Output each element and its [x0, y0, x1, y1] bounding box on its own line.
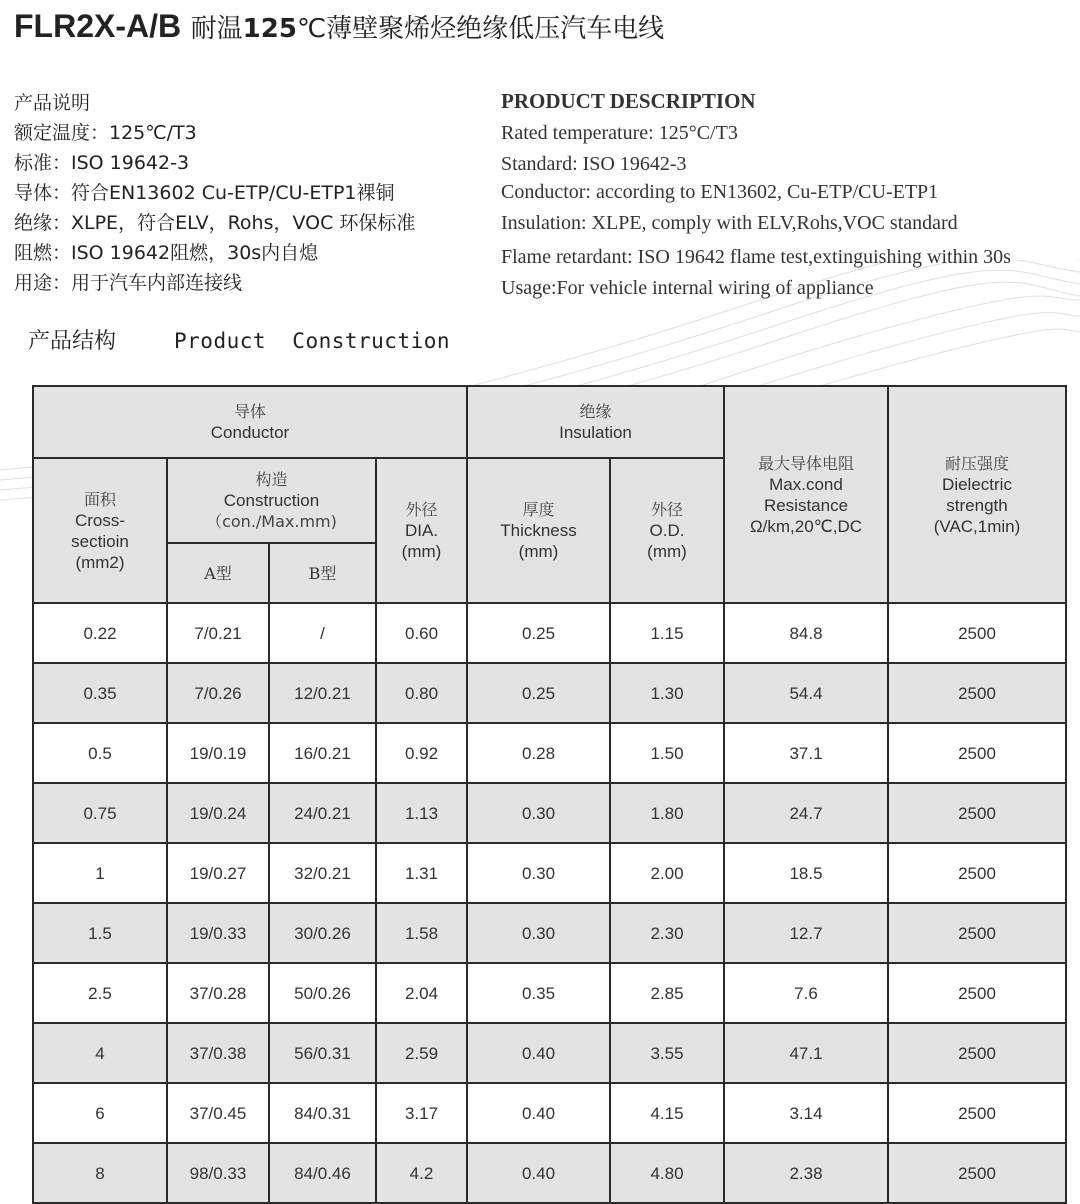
cell-dia: 0.92 [376, 723, 467, 783]
title-temp: 125 [242, 14, 297, 44]
header-conductor-en: Conductor [210, 423, 290, 442]
cell-max-resistance: 84.8 [724, 603, 888, 663]
header-cross-section [33, 458, 167, 603]
cell-dielectric-strength: 2500 [888, 843, 1066, 903]
cell-dia: 2.04 [376, 963, 467, 1023]
description-cn-usage: 用途：用于汽车内部连接线 [14, 272, 243, 294]
description-en-rated-temperature: Rated temperature: 125°C/T3 [501, 122, 738, 144]
title-suffix: ℃薄壁聚烯烃绝缘低压汽车电线 [296, 14, 665, 44]
table-row [33, 663, 1066, 723]
table-row [33, 843, 1066, 903]
title-model: FLR2X-A/B [14, 8, 182, 44]
header-area-en3: (mm2) [75, 552, 125, 572]
description-en-heading: PRODUCT DESCRIPTION [501, 89, 756, 113]
table-body [33, 603, 1066, 1203]
cell-cross-section: 1.5 [33, 903, 167, 963]
cell-dia: 0.60 [376, 603, 467, 663]
table-row [33, 963, 1066, 1023]
description-cn-insulation: 绝缘：XLPE，符合ELV，Rohs，VOC 环保标准 [14, 212, 416, 234]
cell-construction-b: 24/0.21 [269, 783, 376, 843]
cell-dia: 4.2 [376, 1143, 467, 1203]
table-row [33, 903, 1066, 963]
header-dielectric-strength [888, 386, 1066, 603]
cell-thickness: 0.40 [467, 1143, 610, 1203]
table-row [33, 723, 1066, 783]
construction-title-en: Product Construction [174, 329, 451, 353]
header-dielectric-en2: strength [946, 495, 1008, 515]
cell-cross-section: 0.75 [33, 783, 167, 843]
cell-dielectric-strength: 2500 [888, 723, 1066, 783]
cell-cross-section: 0.5 [33, 723, 167, 783]
cell-dia: 1.13 [376, 783, 467, 843]
cell-construction-a: 37/0.45 [167, 1083, 269, 1143]
header-resistance-cn: 最大导体电阻 [757, 453, 854, 473]
cell-thickness: 0.28 [467, 723, 610, 783]
title-prefix: 耐温 [190, 14, 243, 44]
cell-thickness: 0.25 [467, 603, 610, 663]
cell-dia: 2.59 [376, 1023, 467, 1083]
table-row [33, 1083, 1066, 1143]
cell-thickness: 0.30 [467, 903, 610, 963]
cell-construction-b: / [269, 603, 376, 663]
cell-dielectric-strength: 2500 [888, 783, 1066, 843]
cell-max-resistance: 3.14 [724, 1083, 888, 1143]
cell-construction-a: 37/0.28 [167, 963, 269, 1023]
cell-dielectric-strength: 2500 [888, 903, 1066, 963]
description-cn-conductor: 导体：符合EN13602 Cu-ETP/CU-ETP1裸铜 [14, 182, 395, 204]
header-conductor [33, 386, 467, 458]
cell-od: 2.85 [610, 963, 724, 1023]
cell-dia: 0.80 [376, 663, 467, 723]
header-area-cn: 面积 [83, 489, 116, 509]
header-construction-cn: 构造 [255, 470, 288, 489]
cell-construction-b: 50/0.26 [269, 963, 376, 1023]
cell-max-resistance: 54.4 [724, 663, 888, 723]
cell-od: 1.80 [610, 783, 724, 843]
header-construction-en2: （con./Max.mm) [206, 512, 337, 531]
cell-construction-a: 19/0.19 [167, 723, 269, 783]
cell-max-resistance: 47.1 [724, 1023, 888, 1083]
cell-construction-b: 84/0.31 [269, 1083, 376, 1143]
cell-dielectric-strength: 2500 [888, 663, 1066, 723]
description-en-conductor: Conductor: according to EN13602, Cu-ETP/CU-ETP1 [501, 181, 939, 203]
cell-construction-b: 84/0.46 [269, 1143, 376, 1203]
cell-dia: 1.58 [376, 903, 467, 963]
header-type-a: A型 [167, 543, 269, 603]
header-dia-en1: DIA. [404, 521, 439, 540]
description-cn-flame-retardant: 阻燃：ISO 19642阻燃，30s内自熄 [14, 242, 319, 264]
cell-construction-a: 19/0.27 [167, 843, 269, 903]
table-row [33, 1023, 1066, 1083]
description-cn-heading: 产品说明 [14, 92, 91, 114]
description-cn-standard: 标准：ISO 19642-3 [14, 152, 190, 174]
table-row [33, 783, 1066, 843]
cell-cross-section: 1 [33, 843, 167, 903]
header-thickness-en1: Thickness [500, 521, 577, 540]
cell-construction-a: 37/0.38 [167, 1023, 269, 1083]
cell-cross-section: 2.5 [33, 963, 167, 1023]
cell-od: 2.00 [610, 843, 724, 903]
cell-construction-b: 16/0.21 [269, 723, 376, 783]
cell-thickness: 0.35 [467, 963, 610, 1023]
header-thickness-en2: (mm) [518, 542, 559, 561]
cell-od: 1.15 [610, 603, 724, 663]
header-dielectric-cn: 耐压强度 [944, 453, 1009, 473]
construction-section-title [28, 324, 450, 355]
header-area-en1: Cross- [74, 510, 126, 530]
cell-construction-b: 12/0.21 [269, 663, 376, 723]
cell-thickness: 0.40 [467, 1023, 610, 1083]
cell-od: 1.30 [610, 663, 724, 723]
header-conductor-cn: 导体 [233, 402, 266, 421]
cell-thickness: 0.40 [467, 1083, 610, 1143]
header-construction-en1: Construction [223, 491, 320, 510]
cell-max-resistance: 2.38 [724, 1143, 888, 1203]
header-dielectric-en3: (VAC,1min) [933, 516, 1021, 536]
cell-max-resistance: 12.7 [724, 903, 888, 963]
cell-thickness: 0.25 [467, 663, 610, 723]
cell-thickness: 0.30 [467, 783, 610, 843]
cell-cross-section: 8 [33, 1143, 167, 1203]
cell-cross-section: 0.35 [33, 663, 167, 723]
cell-thickness: 0.30 [467, 843, 610, 903]
description-en-flame-retardant: Flame retardant: ISO 19642 flame test,extinguishing within 30s [501, 246, 1011, 268]
cell-od: 3.55 [610, 1023, 724, 1083]
construction-title-cn: 产品结构 [28, 329, 117, 354]
cell-construction-a: 7/0.21 [167, 603, 269, 663]
header-od-en2: (mm) [647, 542, 687, 561]
cell-dielectric-strength: 2500 [888, 1143, 1066, 1203]
description-en-standard: Standard: ISO 19642-3 [501, 153, 687, 175]
cell-cross-section: 4 [33, 1023, 167, 1083]
header-construction [167, 458, 376, 543]
cell-cross-section: 0.22 [33, 603, 167, 663]
cell-construction-b: 32/0.21 [269, 843, 376, 903]
cell-od: 4.80 [610, 1143, 724, 1203]
cell-dia: 1.31 [376, 843, 467, 903]
header-od [610, 458, 724, 603]
description-cn-rated-temperature: 额定温度：125℃/T3 [14, 122, 197, 144]
cell-dielectric-strength: 2500 [888, 603, 1066, 663]
cell-construction-b: 56/0.31 [269, 1023, 376, 1083]
header-resistance-en2: Resistance [763, 495, 849, 515]
header-insulation [467, 386, 724, 458]
header-area-en2: sectioin [71, 531, 129, 551]
header-thickness-cn: 厚度 [522, 500, 555, 519]
cell-construction-a: 19/0.24 [167, 783, 269, 843]
header-insulation-en: Insulation [559, 423, 632, 442]
cell-od: 4.15 [610, 1083, 724, 1143]
table-row [33, 1143, 1066, 1203]
description-en [501, 86, 1011, 302]
page-title [14, 8, 664, 45]
cell-max-resistance: 18.5 [724, 843, 888, 903]
header-dielectric-en1: Dielectric [942, 474, 1012, 494]
header-od-en1: O.D. [649, 521, 685, 540]
header-dia-cn: 外径 [405, 500, 438, 519]
header-thickness [467, 458, 610, 603]
description-en-insulation: Insulation: XLPE, comply with ELV,Rohs,VOC standard [501, 212, 958, 234]
cell-dielectric-strength: 2500 [888, 1023, 1066, 1083]
cell-max-resistance: 24.7 [724, 783, 888, 843]
cell-cross-section: 6 [33, 1083, 167, 1143]
header-resistance-en1: Max.cond [769, 474, 843, 494]
cell-dielectric-strength: 2500 [888, 1083, 1066, 1143]
header-od-cn: 外径 [650, 500, 683, 519]
header-dia [376, 458, 467, 603]
cell-construction-a: 98/0.33 [167, 1143, 269, 1203]
header-resistance-en3: Ω/km,20℃,DC [749, 516, 863, 536]
header-insulation-cn: 绝缘 [579, 402, 612, 421]
cell-dia: 3.17 [376, 1083, 467, 1143]
cell-construction-b: 30/0.26 [269, 903, 376, 963]
cell-construction-a: 19/0.33 [167, 903, 269, 963]
cell-od: 2.30 [610, 903, 724, 963]
header-type-b: B型 [269, 543, 376, 603]
product-construction-table [32, 385, 1067, 1204]
cell-od: 1.50 [610, 723, 724, 783]
header-dia-en2: (mm) [401, 542, 442, 561]
header-max-resistance [724, 386, 888, 603]
table-row [33, 603, 1066, 663]
description-cn [14, 88, 415, 298]
cell-max-resistance: 7.6 [724, 963, 888, 1023]
cell-construction-a: 7/0.26 [167, 663, 269, 723]
cell-max-resistance: 37.1 [724, 723, 888, 783]
cell-dielectric-strength: 2500 [888, 963, 1066, 1023]
description-en-usage: Usage:For vehicle internal wiring of appliance [501, 277, 874, 299]
